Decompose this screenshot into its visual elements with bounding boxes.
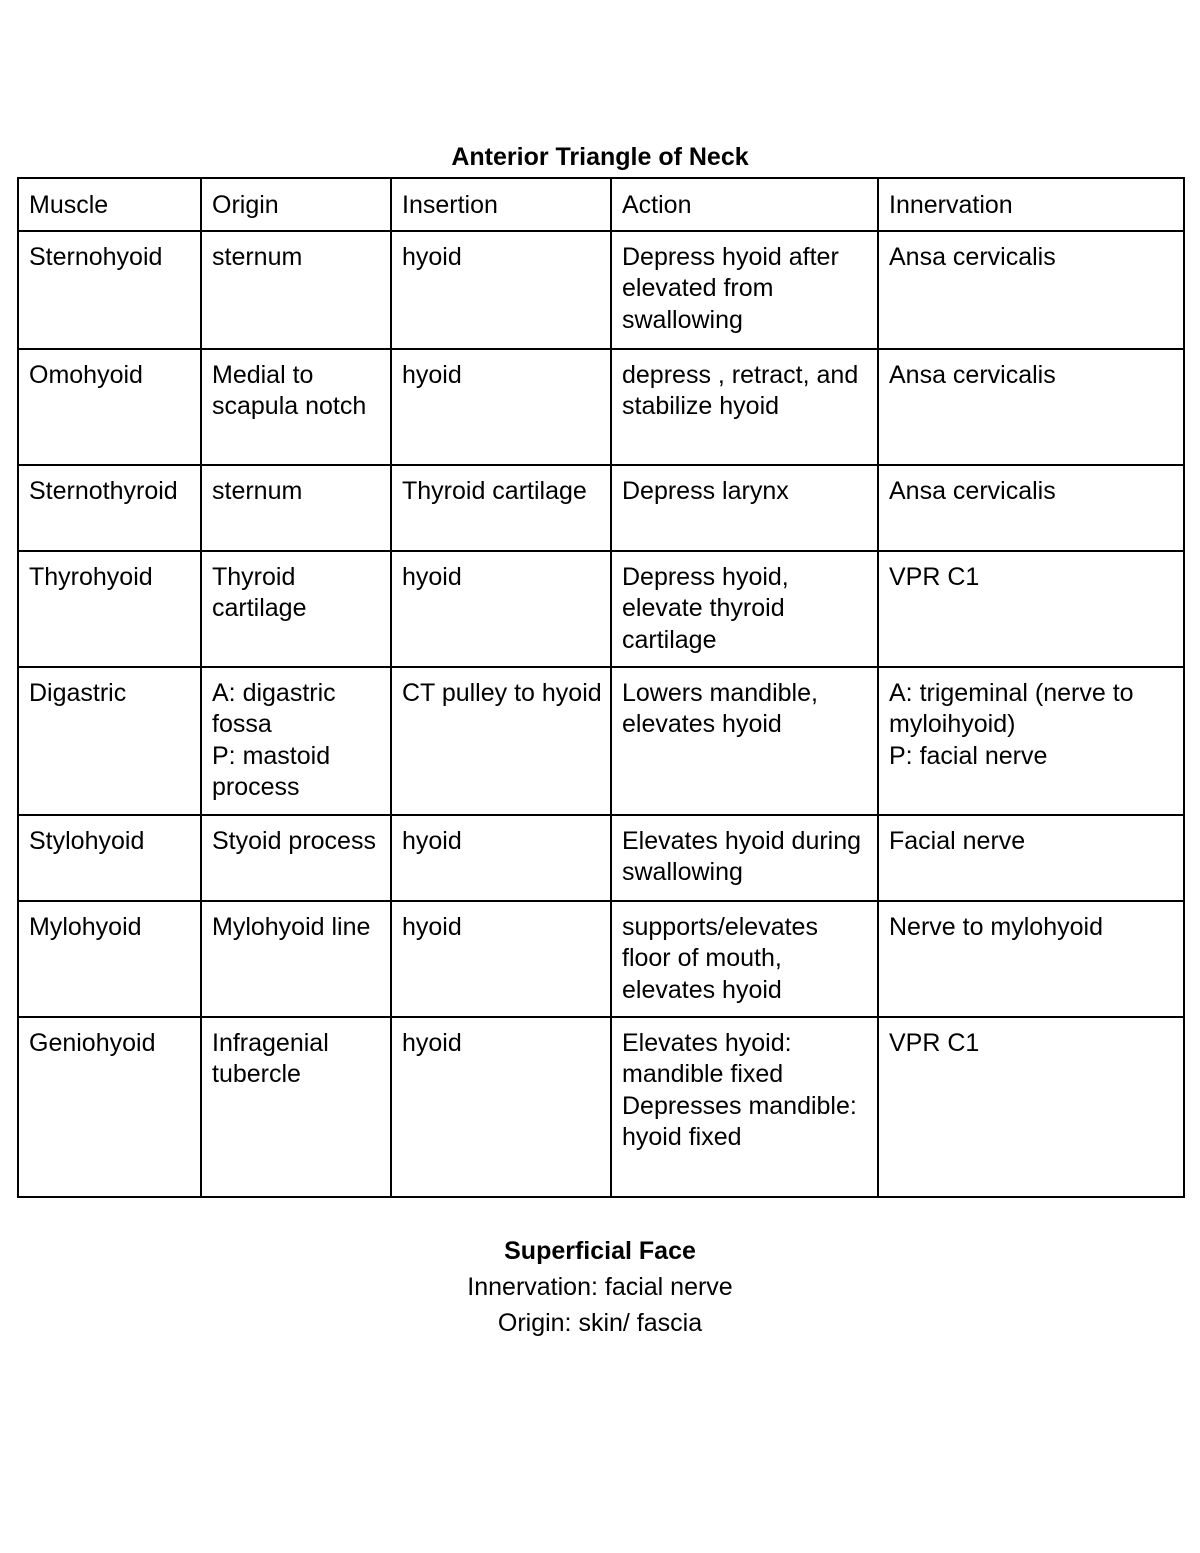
- table-header: [18, 178, 1184, 231]
- cell-muscle: Stylohyoid: [18, 815, 201, 901]
- cell-insertion: hyoid: [391, 1017, 611, 1197]
- cell-innervation: A: trigeminal (nerve to myloihyoid) P: facial nerve: [878, 667, 1184, 815]
- cell-origin: Mylohyoid line: [201, 901, 391, 1017]
- table-row: [18, 1017, 1184, 1197]
- document-title: Anterior Triangle of Neck: [451, 143, 749, 171]
- cell-insertion: hyoid: [391, 901, 611, 1017]
- cell-muscle: Digastric: [18, 667, 201, 815]
- table-body: [18, 231, 1184, 1197]
- cell-origin: sternum: [201, 231, 391, 349]
- cell-innervation: VPR C1: [878, 1017, 1184, 1197]
- cell-insertion: Thyroid cartilage: [391, 465, 611, 551]
- cell-origin: Thyroid cartilage: [201, 551, 391, 667]
- cell-insertion: hyoid: [391, 815, 611, 901]
- cell-origin: Styoid process: [201, 815, 391, 901]
- header-origin: Origin: [201, 178, 391, 231]
- cell-innervation: Ansa cervicalis: [878, 231, 1184, 349]
- cell-innervation: Facial nerve: [878, 815, 1184, 901]
- cell-action: Depress larynx: [611, 465, 878, 551]
- cell-action: Lowers mandible, elevates hyoid: [611, 667, 878, 815]
- cell-muscle: Sternohyoid: [18, 231, 201, 349]
- cell-origin: A: digastric fossa P: mastoid process: [201, 667, 391, 815]
- cell-origin: Medial to scapula notch: [201, 349, 391, 465]
- cell-innervation: Ansa cervicalis: [878, 349, 1184, 465]
- cell-action: depress , retract, and stabilize hyoid: [611, 349, 878, 465]
- cell-action: Depress hyoid after elevated from swallowing: [611, 231, 878, 349]
- cell-innervation: Nerve to mylohyoid: [878, 901, 1184, 1017]
- table-row: [18, 815, 1184, 901]
- header-action: Action: [611, 178, 878, 231]
- cell-muscle: Omohyoid: [18, 349, 201, 465]
- table-row: [18, 551, 1184, 667]
- cell-innervation: VPR C1: [878, 551, 1184, 667]
- section-origin-line: Origin: skin/ fascia: [497, 1309, 703, 1337]
- table-row: [18, 667, 1184, 815]
- section-innervation-line: Innervation: facial nerve: [467, 1273, 733, 1301]
- table-row: [18, 349, 1184, 465]
- header-innervation: Innervation: [878, 178, 1184, 231]
- header-row: [18, 178, 1184, 231]
- header-insertion: Insertion: [391, 178, 611, 231]
- cell-insertion: hyoid: [391, 349, 611, 465]
- cell-action: Elevates hyoid during swallowing: [611, 815, 878, 901]
- cell-origin: Infragenial tubercle: [201, 1017, 391, 1197]
- cell-insertion: hyoid: [391, 231, 611, 349]
- table-row: [18, 231, 1184, 349]
- header-muscle: Muscle: [18, 178, 201, 231]
- cell-muscle: Mylohyoid: [18, 901, 201, 1017]
- cell-muscle: Thyrohyoid: [18, 551, 201, 667]
- table-row: [18, 901, 1184, 1017]
- table-row: [18, 465, 1184, 551]
- cell-action: supports/elevates floor of mouth, elevates hyoid: [611, 901, 878, 1017]
- cell-action: Elevates hyoid: mandible fixed Depresses mandible: hyoid fixed: [611, 1017, 878, 1197]
- muscle-table: [17, 177, 1185, 1198]
- section-heading: Superficial Face: [504, 1237, 696, 1265]
- cell-innervation: Ansa cervicalis: [878, 465, 1184, 551]
- cell-insertion: CT pulley to hyoid: [391, 667, 611, 815]
- cell-action: Depress hyoid, elevate thyroid cartilage: [611, 551, 878, 667]
- cell-insertion: hyoid: [391, 551, 611, 667]
- cell-origin: sternum: [201, 465, 391, 551]
- cell-muscle: Geniohyoid: [18, 1017, 201, 1197]
- cell-muscle: Sternothyroid: [18, 465, 201, 551]
